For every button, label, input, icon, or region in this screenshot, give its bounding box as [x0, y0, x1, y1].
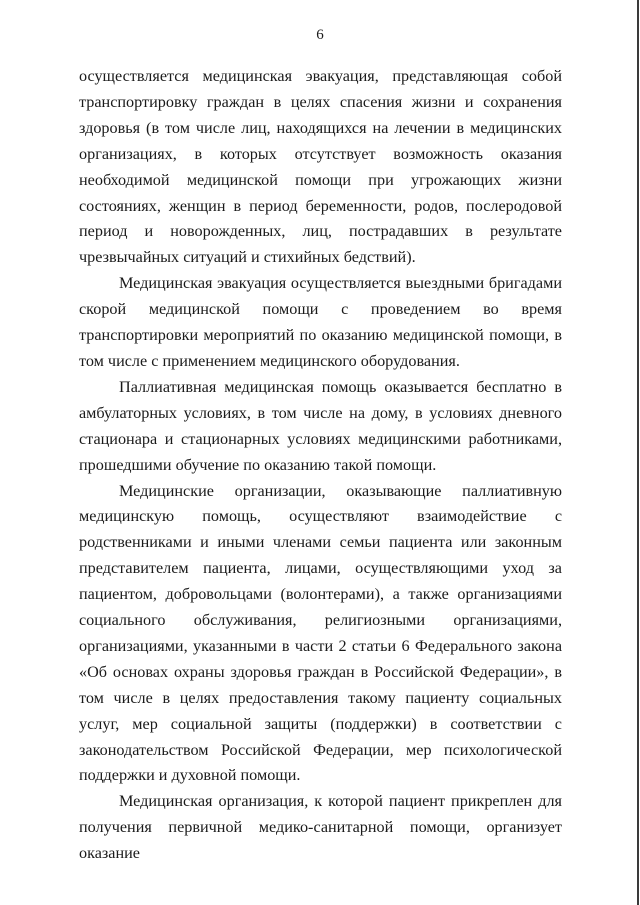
- paragraph-1: осуществляется медицинская эвакуация, представляющая собой транспортировку граждан в целях спасения жизни и сохранения здоровья (в том числе лиц, находящихся на лечении в медицинских организациях, в которых отсутствует возможность оказания необходимой медицинской помощи при угрожающих жизни состояниях, женщин в период беременности, родов, послеродовой период и новорожденных, лиц, пострадавших в результате чрезвычайных ситуаций и стихийных бедствий).: [79, 67, 562, 267]
- body-text: [79, 64, 562, 867]
- scan-edge-line: [637, 0, 639, 905]
- page-number: 6: [316, 27, 324, 43]
- paragraph-5: Медицинская организация, к которой пациент прикреплен для получения первичной медико-санитарной помощи, организует оказание: [79, 792, 562, 863]
- paragraph-2: Медицинская эвакуация осуществляется выездными бригадами скорой медицинской помощи с проведением во время транспортировки мероприятий по оказанию медицинской помощи, в том числе с применением медицинского оборудования.: [79, 274, 562, 370]
- paragraph-4: Медицинские организации, оказывающие паллиативную медицинскую помощь, осуществляют взаимодействие с родственниками и иными членами семьи пациента или законным представителем пациента, лицами, осуществляющими уход за пациентом, добровольцами (волонтерами), а также организациями социального обслуживания, религиозными организациями, организациями, указанными в части 2 статьи 6 Федерального закона «Об основах охраны здоровья граждан в Российской Федерации», в том числе в целях предоставления такому пациенту социальных услуг, мер социальной защиты (поддержки) в соответствии с законодательством Российской Федерации, мер психологической поддержки и духовной помощи.: [79, 481, 562, 785]
- paragraph-3: Паллиативная медицинская помощь оказывается бесплатно в амбулаторных условиях, в том числе на дому, в условиях дневного стационара и стационарных условиях медицинскими работниками, прошедшими обучение по оказанию такой помощи.: [79, 377, 562, 474]
